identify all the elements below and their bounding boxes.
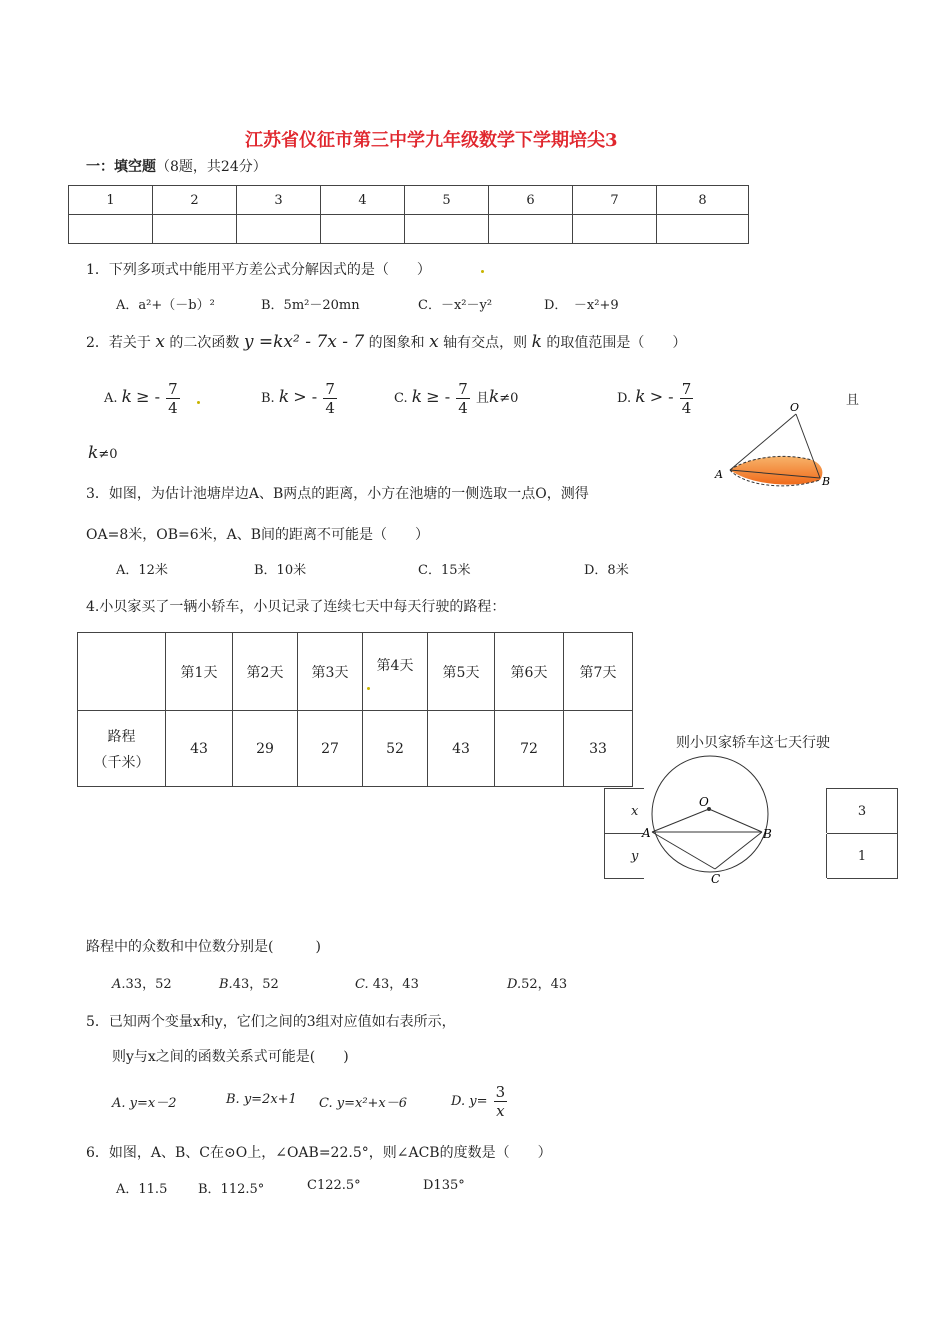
- mileage-value: 33: [564, 711, 633, 787]
- q5-option-d: [451, 1083, 509, 1120]
- option-relation: > -: [649, 387, 674, 406]
- q4-option-b: [219, 973, 279, 992]
- q2-option-b: [261, 380, 339, 417]
- mileage-table: [77, 632, 633, 787]
- q2-option-d-conjunction: 且: [846, 393, 860, 408]
- q1-stem: 1．下列多项式中能用平方差公式分解因式的是（ ）: [86, 262, 431, 278]
- point-label-o: O: [790, 401, 800, 414]
- point-label-a: A: [715, 468, 723, 481]
- option-tail: ≠0: [499, 391, 519, 406]
- q3-line1: 3．如图，为估计池塘岸边A、B两点的距离，小方在池塘的一侧选取一点O，测得: [86, 486, 589, 502]
- point-label-a: A: [642, 826, 651, 840]
- q5-line1: 5．已知两个变量x和y，它们之间的3组对应值如右表所示，: [86, 1014, 456, 1030]
- row-label-line: （千米）: [93, 754, 150, 771]
- page-title: 江苏省仪征市第三中学九年级数学下学期培尖3: [245, 130, 618, 151]
- mileage-value: 52: [363, 711, 428, 787]
- answer-cell[interactable]: [657, 215, 749, 244]
- numerator: 7: [325, 380, 335, 398]
- point-label-o: O: [699, 795, 709, 809]
- option-text: 43，52: [232, 977, 279, 992]
- point-label-c: C: [711, 872, 721, 886]
- q3-line2: OA=8米，OB=6米，A、B间的距离不可能是（ ）: [86, 527, 430, 543]
- answer-cell[interactable]: [237, 215, 321, 244]
- row-label-line: 路程: [107, 728, 136, 745]
- option-var: k: [488, 387, 500, 407]
- option-label: C.: [355, 977, 369, 992]
- q2-text: 的二次函数: [169, 335, 240, 351]
- option-label: D.: [507, 977, 522, 992]
- option-text: 33，52: [125, 977, 172, 992]
- q5-option-a: [112, 1092, 177, 1111]
- answer-cell[interactable]: [153, 215, 237, 244]
- fraction: [456, 380, 470, 417]
- q2-text: 2．若关于: [86, 335, 151, 351]
- q2-var: x: [155, 332, 165, 352]
- q2-var: x: [429, 332, 439, 352]
- q5-option-b: [226, 1092, 297, 1107]
- option-label: A.: [112, 1096, 126, 1111]
- q4-option-c: [355, 973, 419, 992]
- q5-line2: 则y与x之间的函数关系式可能是( ): [112, 1049, 349, 1065]
- option-label: B.: [219, 977, 233, 992]
- option-label: B.: [226, 1092, 240, 1107]
- day-header: 第7天: [564, 633, 633, 711]
- q2-text: 的取值范围是（ ）: [546, 335, 687, 351]
- option-text: y=: [465, 1094, 488, 1109]
- numerator: 7: [168, 380, 178, 398]
- pond-figure: [712, 400, 842, 495]
- answer-number: 4: [321, 186, 405, 215]
- q2-option-d-cont: [88, 443, 117, 463]
- q1-option-a: A．a²+（－b）²: [116, 298, 215, 313]
- row-label: [78, 711, 166, 787]
- numerator: 7: [681, 380, 692, 398]
- q6-option-b: B．112.5°: [198, 1182, 265, 1197]
- q4-stem: 4.小贝家买了一辆小轿车，小贝记录了连续七天中每天行驶的路程：: [86, 599, 506, 615]
- x-label-text: x: [631, 803, 639, 819]
- answer-cell[interactable]: [405, 215, 489, 244]
- q4-option-a: [112, 973, 172, 992]
- section-head: 一：填空题: [86, 159, 156, 175]
- option-label: C.: [319, 1096, 333, 1111]
- figure-mask: [644, 786, 774, 886]
- circle-figure: [640, 750, 782, 890]
- option-tail: ≠0: [98, 447, 118, 462]
- answer-number: 3: [237, 186, 321, 215]
- mileage-value: 72: [495, 711, 564, 787]
- q2-option-d: [617, 380, 695, 417]
- numerator: 3: [495, 1083, 506, 1101]
- q6-option-c: C122.5°: [307, 1178, 361, 1193]
- denominator: 4: [325, 399, 335, 417]
- denominator: 4: [681, 399, 692, 417]
- option-label: A.: [112, 977, 126, 992]
- option-conjunction: 且: [475, 391, 489, 406]
- q6-option-a: A．11.5: [116, 1182, 168, 1197]
- speck: [367, 687, 370, 690]
- q4-option-d: [507, 973, 567, 992]
- y-label-text: y: [631, 848, 639, 864]
- point-label-b: B: [763, 827, 772, 841]
- day-header: 第3天: [298, 633, 363, 711]
- option-text: 52，43: [521, 977, 568, 992]
- option-var: k: [88, 443, 99, 463]
- option-var: k: [411, 387, 423, 407]
- fraction: [166, 380, 180, 417]
- day-header: 第1天: [166, 633, 233, 711]
- answer-table: [68, 185, 749, 244]
- q3-option-c: C．15米: [418, 563, 471, 578]
- q2-text: 轴有交点，则: [443, 335, 528, 351]
- point-label-b: B: [822, 475, 831, 488]
- q6-option-d: D135°: [423, 1178, 465, 1193]
- q1-option-c: C．－x²－y²: [418, 298, 493, 313]
- q1-option-d: D． －x²+9: [544, 298, 619, 313]
- pond-fill: [730, 456, 822, 484]
- denominator: 4: [168, 399, 178, 417]
- section-heading: [86, 156, 267, 176]
- day-header: 第5天: [428, 633, 495, 711]
- day-header: 第6天: [495, 633, 564, 711]
- section-note: （8题，共24分）: [156, 159, 267, 175]
- q2-option-c: [394, 380, 518, 417]
- denominator: 4: [458, 399, 468, 417]
- answer-cell[interactable]: [573, 215, 657, 244]
- answer-number: 5: [405, 186, 489, 215]
- q3-option-b: B．10米: [254, 563, 307, 578]
- q3-option-a: A．12米: [116, 563, 168, 578]
- answer-number: 8: [657, 186, 749, 215]
- mileage-value: 43: [166, 711, 233, 787]
- option-label: A.: [104, 391, 118, 406]
- option-text: y=2x+1: [239, 1092, 297, 1107]
- q5-option-c: [319, 1092, 407, 1111]
- mileage-value: 43: [428, 711, 495, 787]
- option-label: C.: [394, 391, 408, 406]
- option-text: y=x－2: [125, 1096, 177, 1111]
- denominator: x: [496, 1102, 505, 1120]
- y-value: 1: [827, 834, 898, 879]
- option-text: y=x²+x－6: [332, 1096, 408, 1111]
- option-label: B.: [261, 391, 275, 406]
- option-relation: ≥ -: [426, 387, 451, 406]
- option-text: 43，43: [368, 977, 419, 992]
- fraction: [680, 380, 694, 417]
- answer-number: 6: [489, 186, 573, 215]
- q2-function: y =kx² - 7x - 7: [243, 332, 365, 352]
- answer-number: 1: [69, 186, 153, 215]
- q3-option-d: D．8米: [584, 563, 629, 578]
- q4-tail: 则小贝家轿车这七天行驶: [676, 735, 830, 751]
- numerator: 7: [458, 380, 468, 398]
- mileage-value: 27: [298, 711, 363, 787]
- q2-var: k: [531, 332, 542, 352]
- fraction: [323, 380, 337, 417]
- option-label: D.: [617, 391, 632, 406]
- mileage-value: 29: [233, 711, 298, 787]
- q2-text: 的图象和: [368, 335, 425, 351]
- option-relation: > -: [293, 387, 318, 406]
- answer-number: 2: [153, 186, 237, 215]
- q4-cont: 路程中的众数和中位数分别是( ): [86, 939, 321, 955]
- answer-cell[interactable]: [489, 215, 573, 244]
- speck: [197, 401, 200, 404]
- q6-stem: 6．如图，A、B、C在⊙O上，∠OAB=22.5°，则∠ACB的度数是（ ）: [86, 1145, 552, 1161]
- q2-stem: [86, 332, 686, 352]
- header-blank: [78, 633, 166, 711]
- option-var: k: [635, 387, 646, 407]
- option-label: D.: [451, 1094, 466, 1109]
- answer-cell[interactable]: [69, 215, 153, 244]
- day-header: 第2天: [233, 633, 298, 711]
- answer-number: 7: [573, 186, 657, 215]
- q2-option-a: [104, 380, 182, 417]
- option-relation: ≥ -: [136, 387, 161, 406]
- speck: [481, 270, 484, 273]
- option-var: k: [121, 387, 132, 407]
- q1-option-b: B．5m²－20mn: [261, 298, 360, 313]
- x-value: 3: [827, 789, 898, 834]
- day-header: 第4天: [363, 633, 428, 711]
- answer-cell[interactable]: [321, 215, 405, 244]
- fraction: [494, 1083, 508, 1120]
- option-var: k: [278, 387, 290, 407]
